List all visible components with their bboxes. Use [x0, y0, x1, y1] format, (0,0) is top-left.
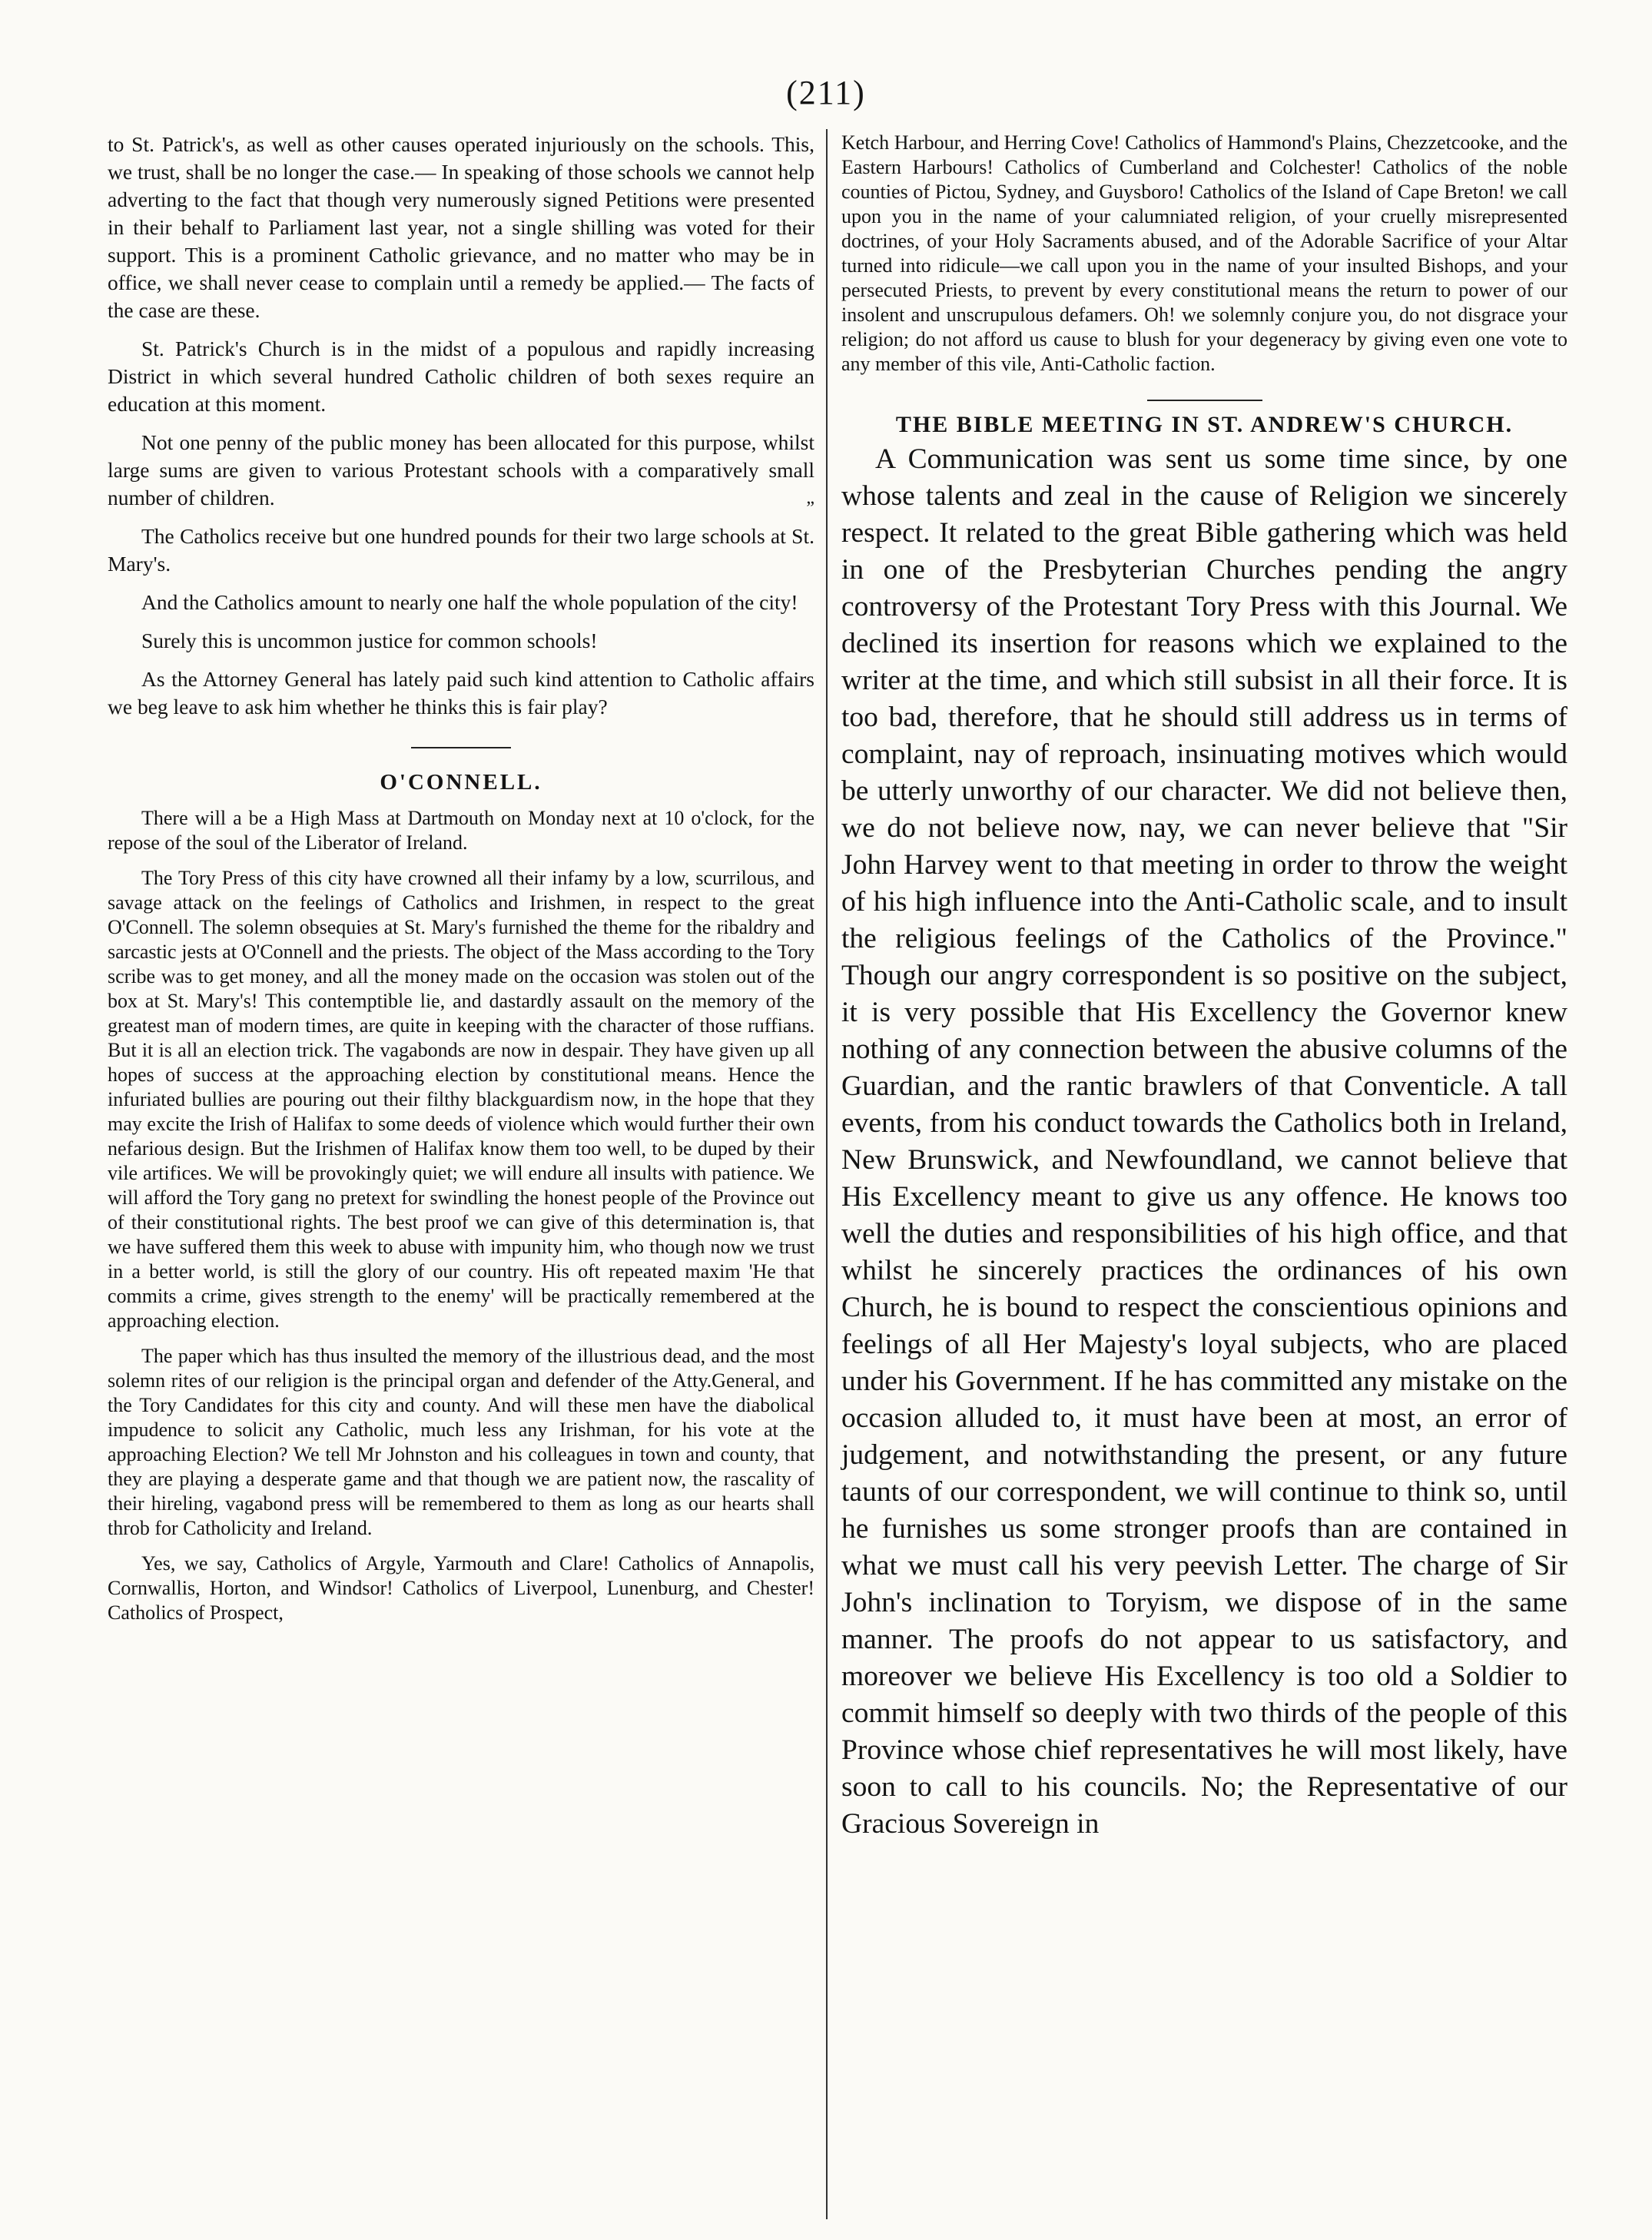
bible-meeting-body: A Communication was sent us some time since, by one whose talents and zeal in the cause of Religion we sincerely respect. It related to the great Bible gathering which was held in one of the Presbyterian Churches pending the angry controversy of the Protestant Tory Press with this Journal. We declined its insertion for reasons which we explained to the writer at the time, and which still subsist in all their force. It is too bad, therefore, that he should still address us in terms of complaint, nay of reproach, insinuating motives which would be utterly unworthy of our character. We did not believe then, we do not believe now, nay, we can never believe that "Sir John Harvey went to that meeting in order to throw the weight of his high influence into the Anti-Catholic scale, and to insult the religious feelings of the Catholics of the Province." Though our angry correspondent is so positive on the subject, it is very possible that His Excellency the Governor knew nothing of any connection between the abusive columns of the Guardian, and the rantic brawlers of that Conventicle. A tall events, from his conduct towards the Catholics both in Ireland, New Brunswick, and Newfoundland, we cannot believe that His Excellency meant to give us any offence. He knows too well the duties and responsibilities of his high office, and that whilst he sincerely practices the ordinances of his own Church, he is bound to respect the conscientious opinions and feelings of all Her Majesty's loyal subjects, who are placed under his Government. If he has committed any mistake on the occasion alluded to, it must have been at most, an error of judgement, and notwithstanding the present, or any future taunts of our correspondent, we will continue to think so, until he furnishes us some stronger proofs than are contained in what we must call his very peevish Letter. The charge of Sir John's inclination to Toryism, we dispose of in the same manner. The proofs do not appear to us satisfactory, and moreover we believe His Excellency is too old a Soldier to commit himself so deeply with two thirds of the people of this Province whose chief representatives he will most likely, have soon to call to his councils. No; the Representative of our Gracious Sovereign in: [841, 443, 1567, 1840]
bible-meeting-heading: THE BIBLE MEETING IN ST. ANDREW'S CHURCH.: [895, 412, 1514, 437]
left-paragraph-attorney: As the Attorney General has lately paid such kind attention to Catholic affairs we beg leave to ask him whether he thinks this is fair play?: [108, 667, 814, 718]
quote-mark: „: [806, 488, 814, 508]
funds-text: Not one penny of the public money has been allocated for this purpose, whilst large sums are given to various Protestant schools with a comparatively small number of children.: [108, 430, 814, 509]
right-column: [841, 131, 1567, 1853]
column-divider: [826, 129, 828, 2219]
section-divider: [411, 747, 511, 748]
page-number: (211): [786, 74, 866, 111]
right-continuation-paragraph: Ketch Harbour, and Herring Cove! Catholics of Hammond's Plains, Chezzetcooke, and the Eastern Harbours! Catholics of Cumberland and Colchester! Catholics of the noble counties of Pictou, Sydney, and Guysboro! Catholics of the Island of Cape Breton! we call upon you in the name of your calumniated religion, of your cruelly misrepresented doctrines, of your Holy Sacraments abused, and of the Adorable Sacrifice of your Altar turned into ridicule—we call upon you in the name of your insulted Bishops, and your persecuted Priests, to prevent by every constitutional means the return to power of our insolent and unscrupulous defamers. Oh! we solemnly conjure you, do not disgrace your religion; do not afford us cause to blush for your degeneracy by giving even one vote to any member of this vile, Anti-Catholic faction.: [841, 131, 1567, 375]
left-paragraph-pounds: The Catholics receive but one hundred pounds for their two large schools at St. Mary's.: [108, 524, 814, 576]
left-paragraph-population: And the Catholics amount to nearly one half the whole population of the city!: [141, 590, 798, 614]
oconnell-paragraph-mass: There will a be a High Mass at Dartmouth on Monday next at 10 o'clock, for the repose of the soul of the Liberator of Ireland.: [108, 807, 814, 854]
oconnell-paragraph-catholics: Yes, we say, Catholics of Argyle, Yarmouth and Clare! Catholics of Annapolis, Cornwallis, Horton, and Windsor! Catholics of Liverpool, Lunenburg, and Chester! Catholics of Prospect,: [108, 1552, 814, 1624]
left-paragraph-funds: [108, 429, 814, 512]
left-paragraph-church: St. Patrick's Church is in the midst of a populous and rapidly increasing District in which several hundred Catholic children of both sexes require an education at this moment.: [108, 337, 814, 416]
left-opening-paragraph: to St. Patrick's, as well as other causes operated injuriously on the schools. This, we trust, shall be no longer the case.— In speaking of those schools we cannot help adverting to the fact that though very numerously signed Petitions were presented in their behalf to Parliament last year, not a single shilling was voted for their support. This is a prominent Catholic grievance, and no matter who may be in office, we shall never cease to complain until a remedy be applied.— The facts of the case are these.: [108, 132, 814, 322]
oconnell-paragraph-paper: The paper which has thus insulted the memory of the illustrious dead, and the most solemn rites of our religion is the principal organ and defender of the Atty.General, and the Tory Candidates for this city and county. And will these men have the diabolical impudence to solicit any Catholic, much less any Irishman, for his vote at the approaching Election? We tell Mr Johnston and his colleagues in town and county, that they are playing a desperate game and that though we are patient now, the rascality of their hireling, vagabond press will be remembered to them as long as our hearts shall throb for Catholicity and Ireland.: [108, 1345, 814, 1539]
left-paragraph-justice: Surely this is uncommon justice for common schools!: [141, 629, 598, 652]
left-column: [108, 131, 814, 1636]
oconnell-paragraph-tory-press: The Tory Press of this city have crowned all their infamy by a low, scurrilous, and savage attack on the feelings of Catholics and Irishmen, in respect to the great O'Connell. The solemn obsequies at St. Mary's furnished the theme for the ribaldry and sarcastic jests at O'Connell and the priests. The object of the Mass according to the Tory scribe was to get money, and all the money made on the occasion was stolen out of the box at St. Mary's! This contemptible lie, and dastardly assault on the memory of the greatest man of modern times, are quite in keeping with the character of those ruffians. But it is all an election trick. The vagabonds are now in despair. They have given up all hopes of success at the approaching election by constitutional means. Hence the infuriated bullies are pouring out their filthy blackguardism now, in the hope that they may excite the Irish of Halifax to some deeds of violence which would further their own nefarious design. But the Irishmen of Halifax know them too well, to be duped by their vile artifices. We will be provokingly quiet; we will endure all insults with patience. We will afford the Tory gang no pretext for swindling the honest people of the Province out of their constitutional rights. The best proof we can give of this determination is, that we have suffered them this week to abuse with impunity him, who though now we trust in a better world, is still the glory of our country. His oft repeated maxim 'He that commits a crime, gives strength to the enemy' will be practically remembered at the approaching election.: [108, 867, 814, 1332]
oconnell-heading: O'CONNELL.: [380, 770, 542, 795]
section-divider: [1147, 400, 1262, 401]
